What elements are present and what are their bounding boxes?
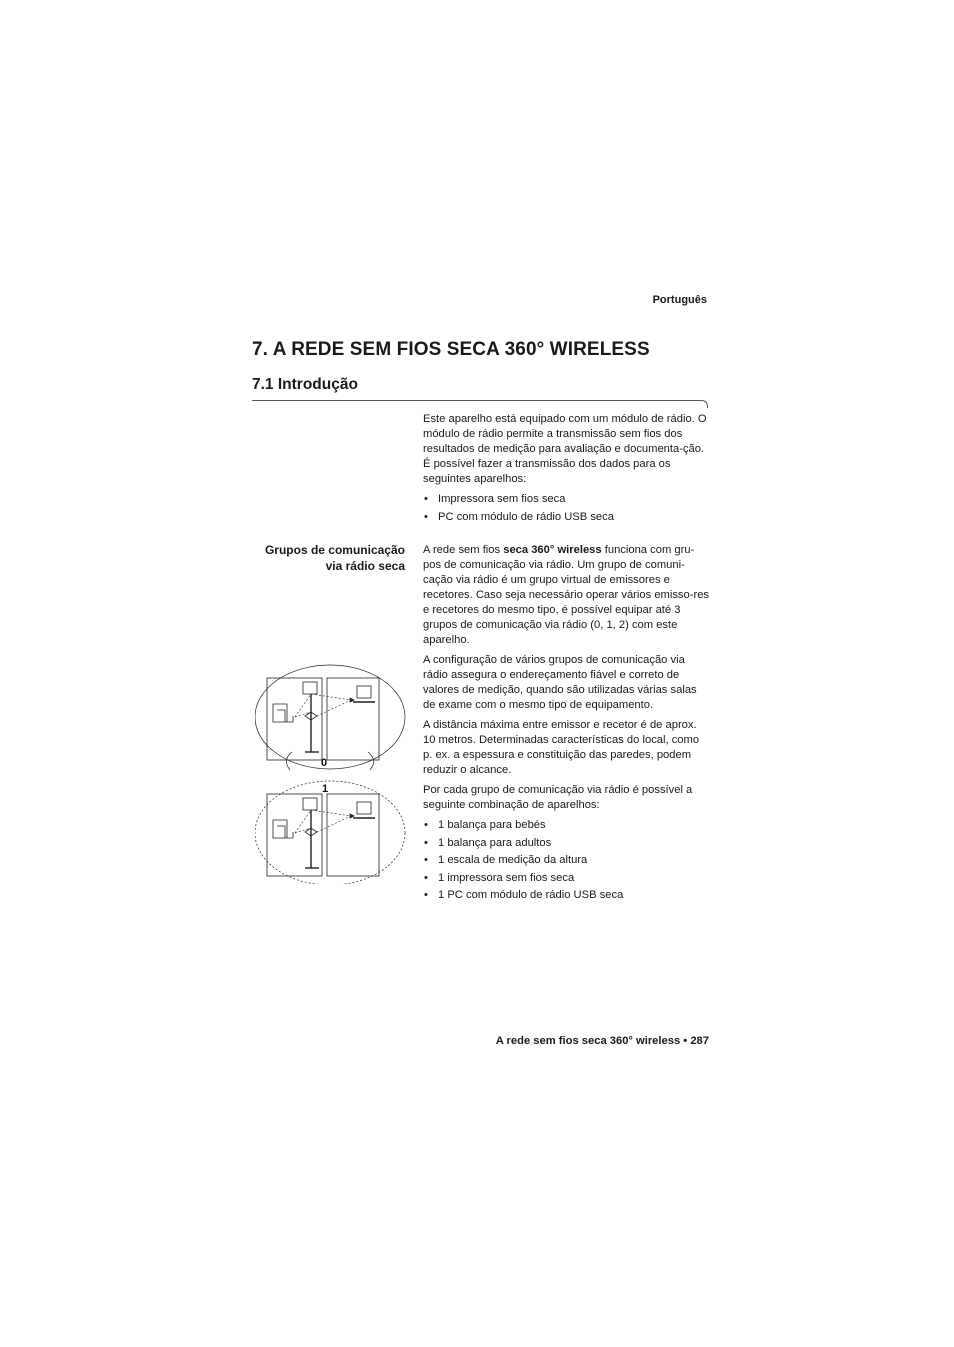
height-rod-display-icon <box>303 798 317 810</box>
groups-paragraph-4: Por cada grupo de comunicação via rádio é possível a seguinte combinação de aparelhos: <box>423 784 693 811</box>
list-item: • PC com módulo de rádio USB seca <box>423 510 711 525</box>
group-1-illustration <box>255 781 405 884</box>
device-list <box>423 818 711 903</box>
list-item: • 1 balança para adultos <box>423 836 711 851</box>
radio-groups-diagram <box>255 662 415 884</box>
footer-separator: • <box>683 1035 688 1047</box>
side-heading: Grupos de comunicação via rádio seca <box>264 543 405 573</box>
language-label: Português <box>652 294 707 306</box>
intro-block <box>423 412 711 530</box>
groups-paragraph-1 <box>423 543 711 648</box>
page-number: 287 <box>690 1035 709 1047</box>
list-item: • 1 impressora sem fios seca <box>423 871 711 886</box>
groups-block <box>423 543 711 908</box>
pc-icon <box>357 802 371 814</box>
product-name: seca 360° wireless <box>503 544 602 556</box>
list-item: • 1 PC com módulo de rádio USB seca <box>423 888 711 903</box>
paragraph-text: funciona com gru-pos de comunicação via rádio. Um grupo de comuni-cação via rádio é um grupo virtual de emissores e recetores. Caso seja necessário operar vários emisso-res e recetores do mesmo tipo, é possível equipar até 3 grupos de comunicação via rádio (0, 1, 2) com este aparelho. <box>423 544 710 646</box>
baby-scale-icon <box>273 820 293 838</box>
room-wall <box>267 794 322 876</box>
intro-paragraph: Este aparelho está equipado com um módulo de rádio. O módulo de rádio permite a transmissão sem fios dos resultados de medição para avaliação e documenta-ção. É possível fazer a transmissão dos dados para os seguintes aparelhos: <box>423 413 707 485</box>
chapter-title: 7. A REDE SEM FIOS SECA 360° WIRELESS <box>252 339 650 360</box>
groups-paragraph-2: A configuração de vários grupos de comunicação via rádio assegura o endereçamento fiável e correto de valores de medição, quando são utilizadas várias salas de exame com o mesmo tipo de equipamento. <box>423 654 697 711</box>
section-title: 7.1 Introdução <box>252 376 358 393</box>
group-label-1: 1 <box>322 783 329 795</box>
baby-scale-icon <box>273 704 293 722</box>
intro-list <box>423 492 711 525</box>
list-item: • 1 balança para bebés <box>423 818 711 833</box>
paragraph-text: A rede sem fios <box>423 544 504 556</box>
groups-paragraph-3: A distância máxima entre emissor e recetor é de aprox. 10 metros. Determinadas características do local, como p. ex. a espessura e constituição das paredes, podem reduzir o alcance. <box>423 719 700 776</box>
list-item: • 1 escala de medição da altura <box>423 853 711 868</box>
page-footer <box>496 1035 709 1047</box>
list-item: • Impressora sem fios seca <box>423 492 711 507</box>
section-rule <box>252 400 702 401</box>
footer-title: A rede sem fios seca 360° wireless <box>495 1035 681 1047</box>
group-0-illustration <box>255 665 405 770</box>
room-wall <box>267 678 322 760</box>
height-rod-display-icon <box>303 682 317 694</box>
pc-icon <box>357 686 371 698</box>
section-rule-end <box>701 400 708 408</box>
group-label-0: 0 <box>321 757 328 769</box>
